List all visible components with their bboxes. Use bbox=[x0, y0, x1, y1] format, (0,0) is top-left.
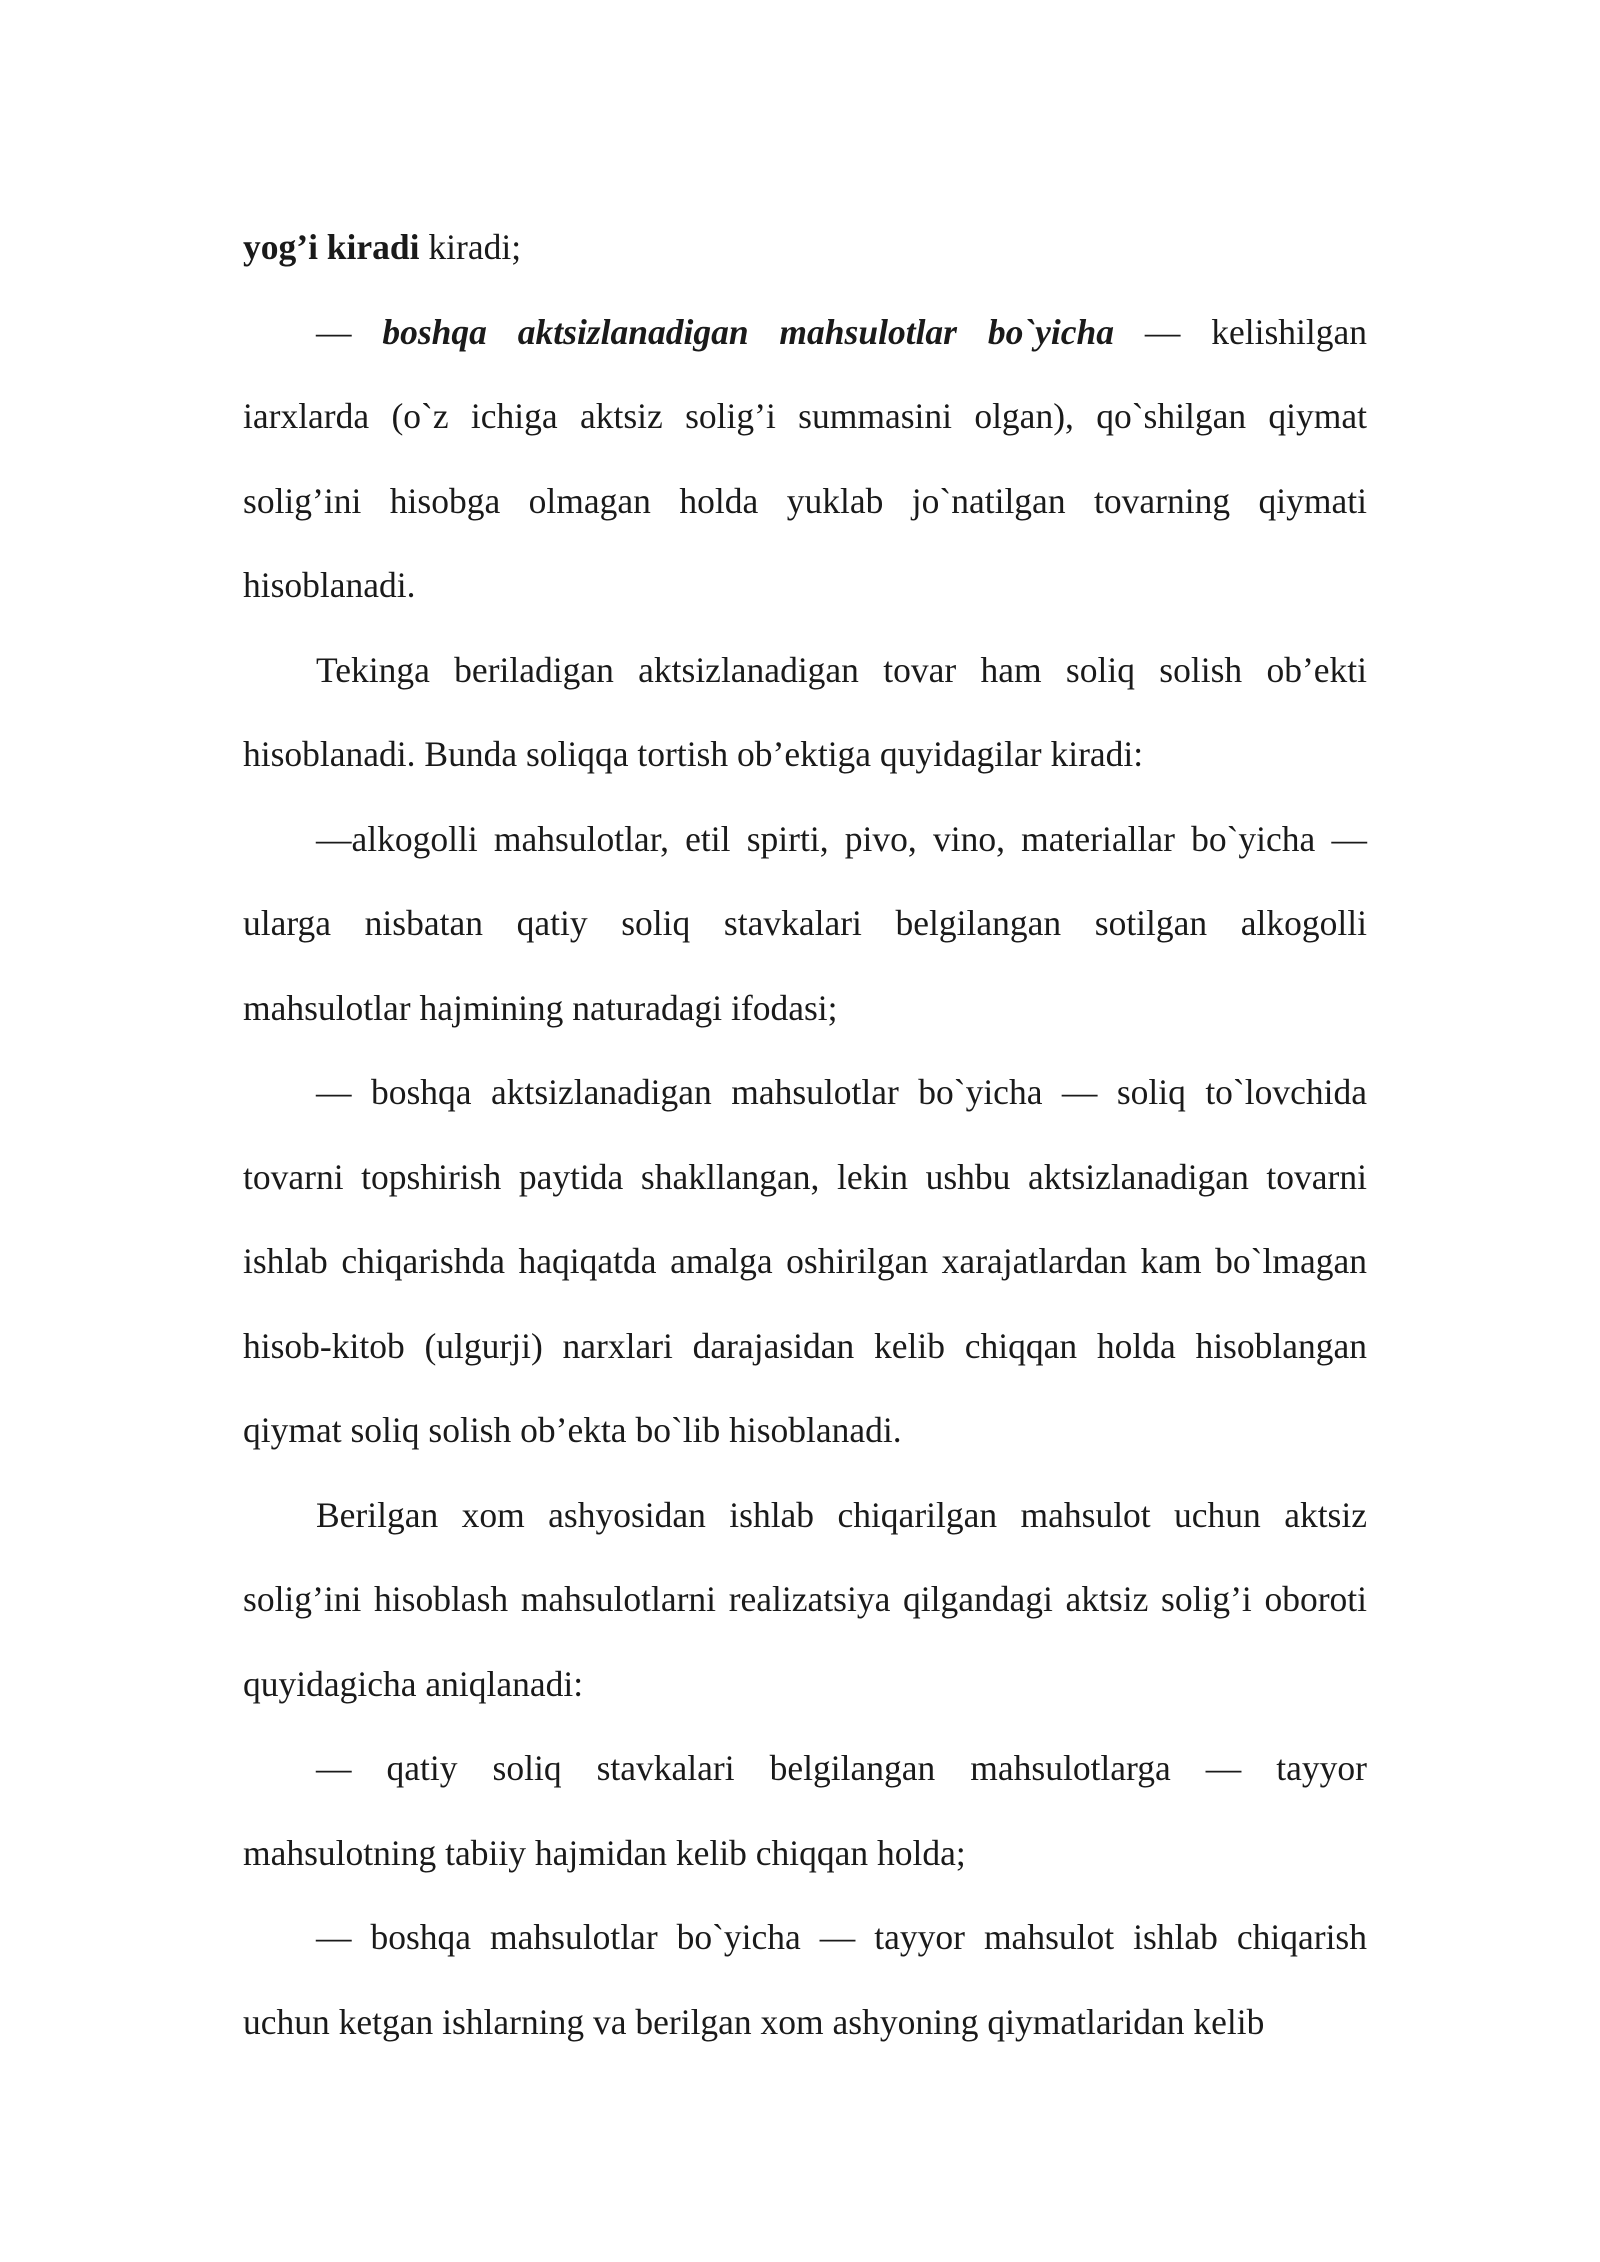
paragraph-1 bbox=[243, 205, 1367, 290]
paragraph-5 bbox=[243, 1050, 1367, 1473]
document-page bbox=[243, 205, 1367, 2064]
paragraph-8 bbox=[243, 1895, 1367, 2064]
text-run: — qatiy soliq stavkalari belgilangan mahsulotlarga — tayyor mahsulotning tabiiy hajmidan kelib chiqqan holda; bbox=[243, 1748, 1367, 1873]
text-run: —alkogolli mahsulotlar, etil spirti, pivo, vino, materiallar bo`yicha — ularga nisbatan qatiy soliq stavkalari belgilangan sotilgan alkogolli mahsulotlar hajmining naturadagi ifodasi; bbox=[243, 818, 1367, 1028]
paragraph-4 bbox=[243, 797, 1367, 1051]
bold-run: yog’i kiradi bbox=[243, 227, 420, 267]
text-run: — boshqa aktsizlanadigan mahsulotlar bo`yicha — soliq to`lovchida tovarni topshirish paytida shakllangan, lekin ushbu aktsizlanadigan tovarni ishlab chiqarishda haqiqatda amalga oshirilgan xarajatlardan kam bo`lmagan hisob-kitob (ulgurji) narxlari darajasidan kelib chiqqan holda hisoblangan qiymat soliq solish ob’ekta bo`lib hisoblanadi. bbox=[243, 1072, 1367, 1450]
paragraph-7 bbox=[243, 1726, 1367, 1895]
text-run: kiradi; bbox=[419, 227, 522, 267]
text-run: Tekinga beriladigan aktsizlanadigan tovar ham soliq solish ob’ekti hisoblanadi. Bunda soliqqa tortish ob’ektiga quyidagilar kiradi: bbox=[243, 649, 1367, 774]
text-run: — kelishilgan iarxlarda (o`z ichiga aktsiz solig’i summasini olgan), qo`shilgan qiymat solig’ini hisobga olmagan holda yuklab jo`natilgan tovarning qiymati hisoblanadi. bbox=[243, 311, 1368, 605]
text-run: — bbox=[316, 311, 383, 352]
text-run: Berilgan xom ashyosidan ishlab chiqarilgan mahsulot uchun aktsiz solig’ini hisoblash mahsulotlarni realizatsiya qilgandagi aktsiz solig’i oboroti quyidagicha aniqlanadi: bbox=[243, 1494, 1367, 1704]
paragraph-2 bbox=[243, 290, 1367, 628]
paragraph-6 bbox=[243, 1473, 1367, 1727]
text-run: — boshqa mahsulotlar bo`yicha — tayyor mahsulot ishlab chiqarish uchun ketgan ishlarning va berilgan xom ashyoning qiymatlaridan kelib bbox=[243, 1917, 1367, 2042]
paragraph-3 bbox=[243, 628, 1367, 797]
bold-italic-run: boshqa aktsizlanadigan mahsulotlar bo`yicha bbox=[382, 311, 1115, 352]
